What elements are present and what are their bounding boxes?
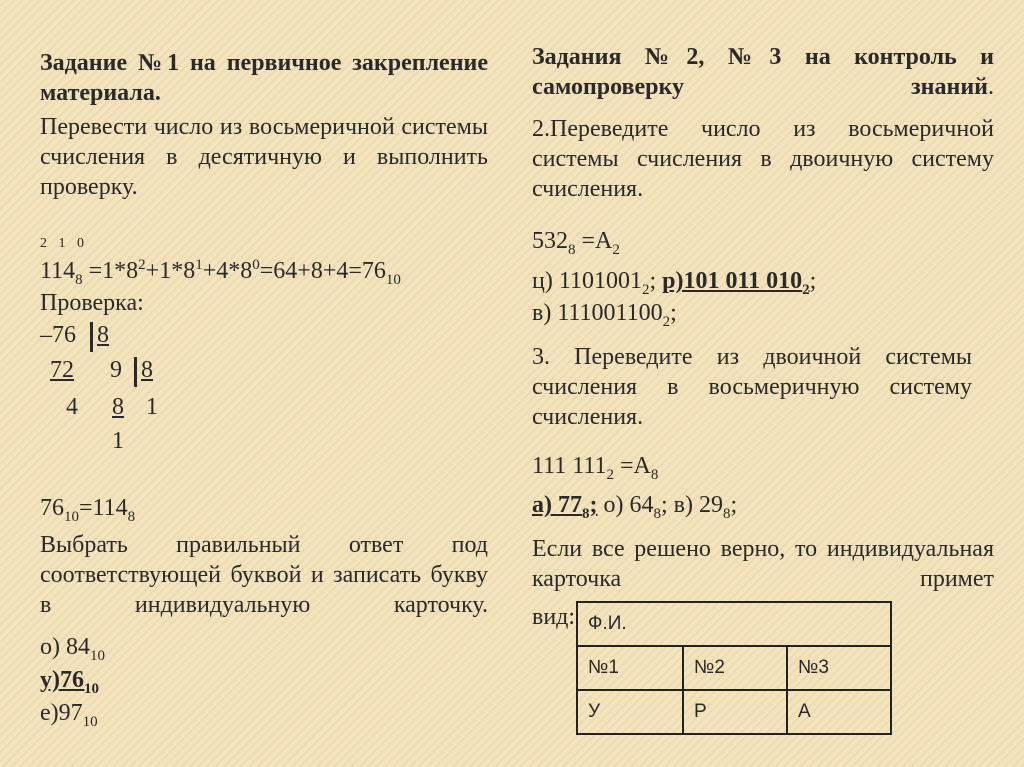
right-column bbox=[532, 42, 994, 204]
individual-card-table bbox=[576, 601, 892, 735]
option-o: о) $84_{10}$ bbox=[40, 634, 105, 664]
div-line2-quotient: 9 bbox=[110, 357, 122, 383]
task2-options-line2: в) $111001100_2$; bbox=[532, 300, 677, 330]
card-col1: №1 bbox=[577, 646, 683, 690]
div-line2-num: 72 bbox=[50, 357, 74, 383]
choose-text: Выбрать правильный ответ под соответствующей буквой и записать букву в индивидуальную карточку. bbox=[40, 532, 488, 618]
task3-options: а) $77_8$; о) $64_8$; в) $29_8$; bbox=[532, 492, 738, 522]
card-ans3: А bbox=[787, 690, 891, 734]
card-col2: №2 bbox=[683, 646, 787, 690]
task3-equation: 111 $111_2 =А_8$ bbox=[532, 453, 659, 483]
div-line3-quotient2: 1 bbox=[146, 394, 158, 420]
div-line3-remainder: 4 bbox=[66, 394, 78, 420]
result-line: $76_{10}=114_8$ bbox=[40, 495, 136, 525]
card-col3: №3 bbox=[787, 646, 891, 690]
closing-last-word: вид: bbox=[532, 604, 576, 630]
card-ans2: Р bbox=[683, 690, 787, 734]
task1-title: Задание №1 на первичное закрепление материала. bbox=[40, 50, 488, 106]
task3-correct-option: а) $77_8$; bbox=[532, 492, 598, 522]
closing-text: Если все решено верно, то индивидуальная карточка примет bbox=[532, 536, 994, 592]
task2-equation: $532_8 =А_2$ bbox=[532, 228, 620, 258]
left-column bbox=[40, 48, 488, 202]
option-e: $е)97_{10}$ bbox=[40, 700, 98, 730]
div-line1-num: –76 bbox=[40, 322, 76, 348]
div-line2-divisor: 8 bbox=[134, 357, 153, 387]
task2-correct-option: р)101 011 $010_2$ bbox=[662, 268, 810, 298]
calc-line: $114_8 =1*8^2+1*8^1+4*8^0=64+8+4=76_{10}$ bbox=[40, 257, 401, 288]
task3-text: 3. Переведите из двоичной системы счисления в восьмеричную систему счисления. bbox=[532, 344, 972, 430]
card-header-cell: Ф.И. bbox=[577, 602, 891, 646]
div-line4: 1 bbox=[112, 428, 124, 454]
option-u-correct: $у)76_{10}$ bbox=[40, 667, 99, 697]
tasks23-title: Задания №2, №3 на контроль и самопроверку знаний. bbox=[532, 44, 994, 100]
digit-indices: 2 1 0 bbox=[40, 236, 88, 251]
div-line1-divisor: 8 bbox=[90, 322, 109, 352]
check-label: Проверка: bbox=[40, 290, 144, 316]
task2-text: 2.Переведите число из восьмеричной системы счисления в двоичную систему счисления. bbox=[532, 116, 994, 202]
task2-options-line1: ц) $1101001_2$; р)101 011 $010_2$; bbox=[532, 268, 817, 298]
task1-text: Перевести число из восьмеричной системы счисления в десятичную и выполнить проверку. bbox=[40, 114, 488, 200]
div-line3-quotient: 8 bbox=[112, 394, 124, 420]
card-ans1: У bbox=[577, 690, 683, 734]
